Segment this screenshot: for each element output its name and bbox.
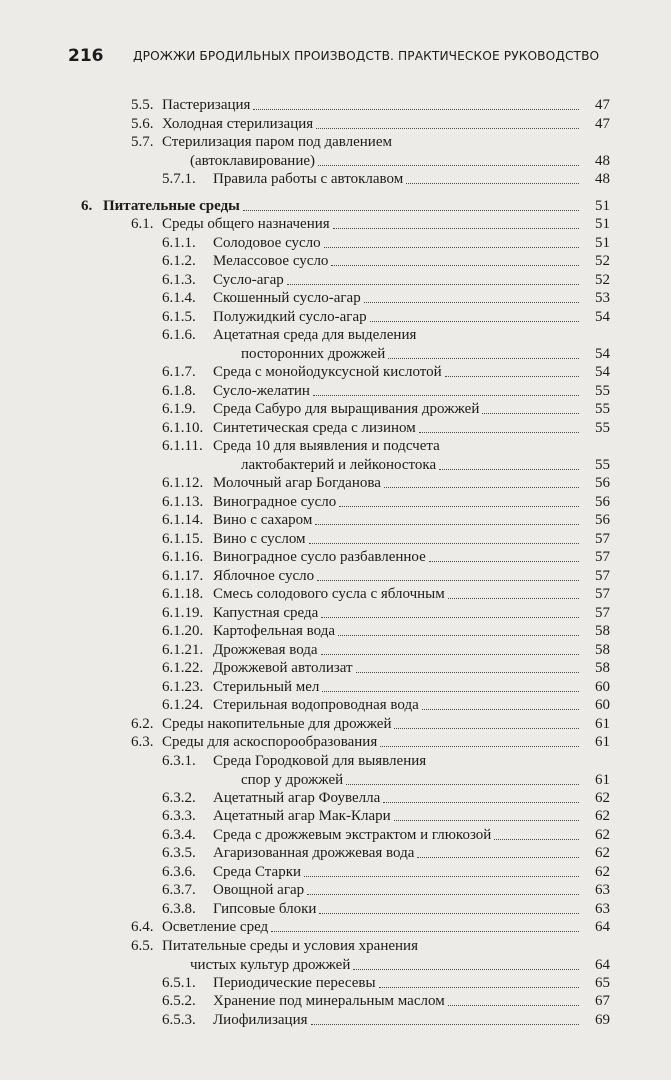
toc-entry-number: 6.3. [131, 734, 154, 750]
toc-entry-title: Питательные среды и условия хранения [162, 938, 418, 954]
toc-entry-title: Солодовое сусло [213, 235, 321, 251]
toc-entry-number: 6.1.3. [162, 272, 196, 288]
toc-entry [131, 133, 610, 170]
toc-entry-number: 6.3.4. [162, 827, 196, 843]
toc-entry-title: Ацетатная среда для выделения [213, 327, 417, 343]
toc-entry-number: 5.7. [131, 134, 154, 150]
dot-leader [311, 1024, 580, 1025]
toc-entry-number: 6.1.13. [162, 494, 204, 510]
dot-leader [318, 165, 579, 166]
toc-entry-title: Картофельная вода [213, 623, 335, 639]
toc-entry [162, 974, 610, 992]
toc-entry-number: 5.6. [131, 116, 154, 132]
toc-entry-number: 6.1.8. [162, 383, 196, 399]
toc-entry-page: 48 [595, 152, 610, 169]
toc-entry [131, 937, 610, 974]
toc-entry-page: 64 [595, 919, 610, 935]
toc-entry [162, 696, 610, 714]
dot-leader [339, 506, 579, 507]
toc-entry-page: 60 [595, 697, 610, 713]
toc-entry [131, 715, 610, 733]
toc-entry-page: 51 [595, 235, 610, 251]
toc-entry-page: 53 [595, 290, 610, 306]
toc-entry [162, 511, 610, 529]
toc-entry [162, 659, 610, 677]
toc-entry [162, 641, 610, 659]
toc-entry-page: 58 [595, 660, 610, 676]
dot-leader [317, 580, 579, 581]
toc-entry-title: Дрожжевой автолизат [213, 660, 353, 676]
toc-entry-page: 65 [595, 975, 610, 991]
toc-entry-title: Капустная среда [213, 605, 319, 621]
toc-entry [162, 622, 610, 640]
toc-entry [162, 900, 610, 918]
toc-entry-title-continued: лактобактерий и лейконостока [241, 456, 437, 473]
toc-entry-title: Яблочное сусло [213, 568, 315, 584]
dot-leader [243, 210, 579, 211]
toc-entry [162, 271, 610, 289]
toc-entry-title: Среды общего назначения [162, 216, 330, 232]
dot-leader [482, 413, 579, 414]
dot-leader [384, 487, 579, 488]
toc-entry-title-continued: (автоклавирование) [190, 152, 316, 169]
toc-entry-number: 6.2. [131, 716, 154, 732]
toc-entry-page: 58 [595, 642, 610, 658]
toc-entry [162, 585, 610, 603]
toc-entry-title: Агаризованная дрожжевая вода [213, 845, 415, 861]
toc-entry [162, 826, 610, 844]
toc-entry-title: Сусло-агар [213, 272, 284, 288]
toc-entry-title: Овощной агар [213, 882, 305, 898]
dot-leader [419, 432, 579, 433]
dot-leader [406, 183, 579, 184]
toc-entry-page: 61 [595, 771, 610, 788]
toc-entry-title: Синтетическая среда с лизином [213, 420, 416, 436]
toc-entry [162, 752, 610, 789]
toc-entry-title: Среда с монойодуксусной кислотой [213, 364, 442, 380]
toc-entry [162, 474, 610, 492]
toc-entry-page: 61 [595, 716, 610, 732]
toc-entry-page: 63 [595, 901, 610, 917]
toc-entry-page: 56 [595, 475, 610, 491]
dot-leader [394, 820, 579, 821]
toc-entry-title: Скошенный сусло-агар [213, 290, 361, 306]
toc-entry [162, 863, 610, 881]
toc-entry-number: 6.1.19. [162, 605, 204, 621]
toc-entry-page: 62 [595, 845, 610, 861]
dot-leader [271, 931, 579, 932]
toc-entry [162, 326, 610, 363]
toc-entry-number: 6.1.20. [162, 623, 204, 639]
dot-leader [356, 672, 579, 673]
toc-entry-number: 6.1.2. [162, 253, 196, 269]
toc-entry [162, 807, 610, 825]
toc-entry [162, 234, 610, 252]
toc-entry-title: Ацетатный агар Фоувелла [213, 790, 381, 806]
toc-entry [162, 363, 610, 381]
toc-entry-page: 60 [595, 679, 610, 695]
toc-entry-number: 6.1.7. [162, 364, 196, 380]
toc-entry-number: 6.3.3. [162, 808, 196, 824]
toc-entry-number: 6.3.8. [162, 901, 196, 917]
toc-entry-page: 47 [595, 97, 610, 113]
toc-entry-page: 55 [595, 383, 610, 399]
dot-leader [307, 894, 579, 895]
dot-leader [324, 247, 579, 248]
toc-entry-number: 6.3.5. [162, 845, 196, 861]
dot-leader [394, 728, 579, 729]
dot-leader [417, 857, 579, 858]
toc-entry-number: 6.1.21. [162, 642, 204, 658]
toc-entry [162, 678, 610, 696]
dot-leader [316, 128, 579, 129]
toc-entry-title: Смесь солодового сусла с яблочным [213, 586, 445, 602]
toc-entry [162, 604, 610, 622]
dot-leader [315, 524, 579, 525]
toc-entry-number: 5.5. [131, 97, 154, 113]
toc-entry-title: Среда Сабуро для выращивания дрожжей [213, 401, 480, 417]
toc-entry-number: 6.1.11. [162, 438, 203, 454]
toc-entry-page: 48 [595, 171, 610, 187]
toc-entry [162, 992, 610, 1010]
toc-entry-page: 62 [595, 827, 610, 843]
toc-entry-number: 6.5. [131, 938, 154, 954]
toc-entry-page: 56 [595, 512, 610, 528]
dot-leader [319, 913, 579, 914]
toc-entry-title: Питательные среды [103, 198, 240, 214]
toc-entry-page: 47 [595, 116, 610, 132]
toc-entry-page: 62 [595, 864, 610, 880]
toc-entry-page: 62 [595, 808, 610, 824]
toc-entry-title: Ацетатный агар Мак-Клари [213, 808, 391, 824]
toc-entry-page: 57 [595, 549, 610, 565]
toc-entry-title: Стерильный мел [213, 679, 320, 695]
toc-entry-number: 6.1. [131, 216, 154, 232]
toc-entry-number: 6.1.14. [162, 512, 204, 528]
toc-entry-title: Среда 10 для выявления и подсчета [213, 438, 440, 454]
toc-entry-page: 52 [595, 272, 610, 288]
toc-entry-page: 62 [595, 790, 610, 806]
toc-entry [131, 918, 610, 936]
toc-entry-page: 54 [595, 309, 610, 325]
toc-entry [162, 530, 610, 548]
dot-leader [429, 561, 579, 562]
dot-leader [322, 691, 579, 692]
toc-entry-number: 6.1.22. [162, 660, 204, 676]
toc-entry-title: Сусло-желатин [213, 383, 310, 399]
toc-entry-page: 57 [595, 605, 610, 621]
toc-entry-title: Полужидкий сусло-агар [213, 309, 367, 325]
toc-entry-title: Молочный агар Богданова [213, 475, 381, 491]
toc-entry-number: 6. [81, 198, 93, 214]
dot-leader [321, 617, 579, 618]
toc-entry [162, 419, 610, 437]
dot-leader [309, 543, 579, 544]
dot-leader [383, 802, 579, 803]
toc-entry-number: 6.3.1. [162, 753, 196, 769]
toc-entry-title: Среда с дрожжевым экстрактом и глюкозой [213, 827, 492, 843]
toc-entry [81, 197, 610, 215]
toc-entry-number: 6.1.16. [162, 549, 204, 565]
toc-entry-title: Дрожжевая вода [213, 642, 318, 658]
toc-entry-number: 6.5.3. [162, 1012, 196, 1028]
toc-entry-page: 55 [595, 401, 610, 417]
toc-entry-number: 6.3.2. [162, 790, 196, 806]
dot-leader [445, 376, 579, 377]
toc-entry [162, 170, 610, 188]
dot-leader [388, 358, 579, 359]
toc-entry [162, 437, 610, 474]
dot-leader [253, 109, 579, 110]
toc-entry-page: 51 [595, 198, 610, 214]
toc-entry-page: 57 [595, 531, 610, 547]
dot-leader [331, 265, 579, 266]
dot-leader [380, 746, 579, 747]
toc-entry-number: 6.1.5. [162, 309, 196, 325]
toc-entry-number: 6.1.10. [162, 420, 204, 436]
toc-entry [162, 548, 610, 566]
toc-entry [162, 493, 610, 511]
dot-leader [448, 598, 579, 599]
toc-entry-number: 5.7.1. [162, 171, 196, 187]
dot-leader [364, 302, 579, 303]
toc-entry-title: Лиофилизация [213, 1012, 308, 1028]
toc-entry-title: Стерилизация паром под давлением [162, 134, 392, 150]
dot-leader [370, 321, 579, 322]
toc-entry [131, 215, 610, 233]
toc-entry-page: 57 [595, 568, 610, 584]
dot-leader [287, 284, 579, 285]
toc-entry-number: 6.1.17. [162, 568, 204, 584]
toc-entry-page: 67 [595, 993, 610, 1009]
toc-entry-number: 6.1.6. [162, 327, 196, 343]
dot-leader [353, 969, 579, 970]
toc-entry [162, 252, 610, 270]
toc-entry-number: 6.5.2. [162, 993, 196, 1009]
toc-entry-title: Среды для аскоспорообразования [162, 734, 378, 750]
toc-entry [162, 881, 610, 899]
toc-entry-page: 51 [595, 216, 610, 232]
dot-leader [422, 709, 579, 710]
toc-entry-page: 57 [595, 586, 610, 602]
toc-entry-title: Хранение под минеральным маслом [213, 993, 445, 1009]
toc-entry-number: 6.1.24. [162, 697, 204, 713]
toc-entry-title: Осветление сред [162, 919, 269, 935]
toc-entry-title: Среды накопительные для дрожжей [162, 716, 392, 732]
toc-entry-title-continued: чистых культур дрожжей [190, 956, 351, 973]
dot-leader [338, 635, 579, 636]
toc-entry-title-continued: спор у дрожжей [241, 771, 344, 788]
toc-entry [162, 789, 610, 807]
toc-entry-number: 6.1.15. [162, 531, 204, 547]
dot-leader [494, 839, 579, 840]
toc-entry-page: 55 [595, 456, 610, 473]
toc-entry-page: 64 [595, 956, 610, 973]
toc-entry-number: 6.5.1. [162, 975, 196, 991]
toc-entry [162, 567, 610, 585]
toc-entry-page: 54 [595, 364, 610, 380]
toc-entry-number: 6.1.18. [162, 586, 204, 602]
toc-entry-page: 63 [595, 882, 610, 898]
toc-entry-number: 6.1.12. [162, 475, 204, 491]
toc-entry-title: Мелассовое сусло [213, 253, 329, 269]
toc-entry-title: Стерильная водопроводная вода [213, 697, 419, 713]
toc-entry [131, 96, 610, 114]
dot-leader [304, 876, 579, 877]
dot-leader [346, 784, 579, 785]
dot-leader [439, 469, 579, 470]
dot-leader [333, 228, 579, 229]
toc-entry-number: 6.1.23. [162, 679, 204, 695]
toc-entry-page: 56 [595, 494, 610, 510]
running-title: ДРОЖЖИ БРОДИЛЬНЫХ ПРОИЗВОДСТВ. ПРАКТИЧЕСКОЕ РУКОВОДСТВО [133, 49, 600, 63]
toc-entry [162, 289, 610, 307]
toc-entry-title-continued: посторонних дрожжей [241, 345, 386, 362]
toc-entry-page: 54 [595, 345, 610, 362]
toc-entry [162, 1011, 610, 1029]
dot-leader [321, 654, 579, 655]
toc-entry [162, 382, 610, 400]
toc-entry-page: 61 [595, 734, 610, 750]
toc-entry-page: 52 [595, 253, 610, 269]
dot-leader [379, 987, 579, 988]
toc-entry-title: Гипсовые блоки [213, 901, 317, 917]
toc-entry-number: 6.1.1. [162, 235, 196, 251]
toc-entry [162, 844, 610, 862]
toc-entry-number: 6.1.4. [162, 290, 196, 306]
toc-entry-page: 55 [595, 420, 610, 436]
toc-entry [131, 115, 610, 133]
page-header [0, 44, 671, 74]
toc-entry-title: Периодические пересевы [213, 975, 376, 991]
toc-entry-number: 6.1.9. [162, 401, 196, 417]
toc-entry-title: Вино с суслом [213, 531, 306, 547]
toc-entry-title: Вино с сахаром [213, 512, 313, 528]
dot-leader [448, 1005, 579, 1006]
toc-entry-page: 58 [595, 623, 610, 639]
toc-entry-title: Среда Старки [213, 864, 302, 880]
toc-entry-title: Пастеризация [162, 97, 251, 113]
toc-entry-number: 6.3.7. [162, 882, 196, 898]
toc-entry-number: 6.3.6. [162, 864, 196, 880]
toc-entry [162, 400, 610, 418]
toc-entry-number: 6.4. [131, 919, 154, 935]
toc-entry [162, 308, 610, 326]
toc-entry-title: Виноградное сусло [213, 494, 337, 510]
toc-entry-title: Виноградное сусло разбавленное [213, 549, 426, 565]
toc-entry-title: Правила работы с автоклавом [213, 171, 404, 187]
dot-leader [313, 395, 579, 396]
toc-entry [131, 733, 610, 751]
toc-entry-title: Холодная стерилизация [162, 116, 314, 132]
page-number: 216 [68, 46, 104, 66]
toc-entry-page: 69 [595, 1012, 610, 1028]
toc-entry-title: Среда Городковой для выявления [213, 753, 427, 769]
